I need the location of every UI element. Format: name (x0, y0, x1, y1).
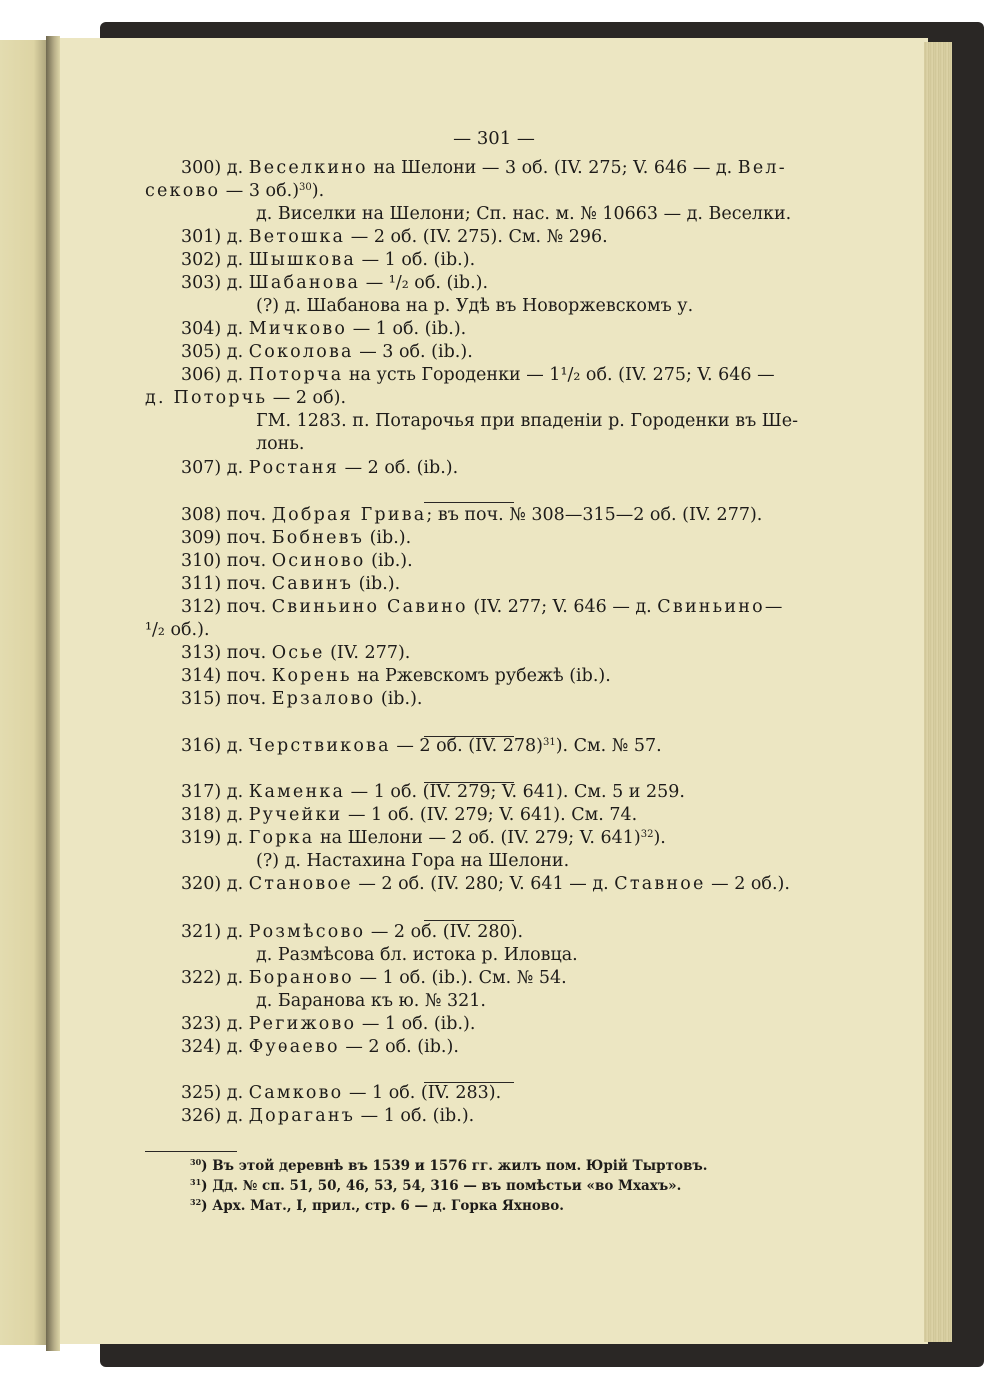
footnote-mark: 30 (190, 1157, 202, 1167)
text-line (181, 780, 685, 804)
footnote-ref[interactable]: 30 (299, 182, 312, 193)
text-line (181, 920, 523, 944)
entry-number: 304) (181, 319, 227, 339)
footnote (190, 1156, 707, 1176)
entry-number: 323) (181, 1014, 227, 1034)
text-line (181, 526, 411, 550)
text-line (181, 826, 666, 850)
entry-type: д. (226, 782, 249, 802)
entry-number: 306) (181, 365, 227, 385)
footnote-ref[interactable]: 31 (542, 737, 556, 748)
entry-name: Шабанова (248, 273, 361, 293)
entry-detail: — ¹/₂ об. (ib.). (360, 273, 489, 293)
entry-name: Розмѣсово (248, 922, 366, 942)
entry-note: (?) д. Настахина Гора на Шелони. (256, 851, 570, 871)
page-stack-edge (924, 42, 952, 1342)
entry-detail: — 1 об. (ib.). (347, 319, 467, 339)
entry-detail: на Ржевскомъ рубежѣ (ib.). (351, 666, 611, 686)
entry-type: поч. (226, 574, 272, 594)
entry-detail: — 2 об. (ib.). (339, 458, 459, 478)
entry-type: д. (226, 968, 249, 988)
entry-detail: — 1 об. (ib.). (356, 1014, 476, 1034)
entry-name: Бораново (248, 968, 354, 988)
entry-number: 315) (181, 689, 227, 709)
entry-type: поч. (226, 505, 272, 525)
entry-name: Мичково (248, 319, 348, 339)
entry-name-alt: Вел- (737, 158, 787, 178)
footnote-mark: 31 (190, 1177, 202, 1187)
text-line (181, 734, 662, 758)
entry-number: 325) (181, 1083, 227, 1103)
entry-name: Становое (248, 874, 353, 894)
entry-name: секово (145, 181, 221, 201)
entry-type: д. (226, 250, 249, 270)
text-line (256, 432, 304, 456)
entry-number: 300) (181, 158, 227, 178)
entry-detail: ). См. № 57. (555, 736, 662, 756)
entry-name: Регижово (248, 1014, 357, 1034)
entry-name: Соколова (248, 342, 354, 362)
entry-detail: на Шелони — 3 об. (IV. 275; V. 646 — д. (367, 158, 738, 178)
entry-number: 302) (181, 250, 227, 270)
entry-note: (?) д. Шабанова на р. Удѣ въ Новоржевскомъ у. (256, 296, 694, 316)
entry-detail: — 1 об. (ib.). (356, 250, 476, 270)
entry-name: Осиново (271, 551, 366, 571)
entry-type: д. (226, 1014, 249, 1034)
entry-name: Свиньино Савино (271, 597, 468, 617)
book-gutter (46, 36, 60, 1351)
entry-type: д. (226, 828, 249, 848)
entry-note: лонь. (256, 434, 305, 454)
text-line (181, 664, 611, 688)
entry-number: 308) (181, 505, 227, 525)
entry-detail: (ib.). (365, 551, 413, 571)
entry-type: д. (226, 458, 249, 478)
footnote-ref[interactable]: 32 (640, 829, 654, 840)
text-line (181, 549, 413, 573)
entry-number: 307) (181, 458, 227, 478)
entry-detail: — 1 об. (IV. 279; V. 641). См. 5 и 259. (345, 782, 685, 802)
entry-detail: (IV. 277). (324, 643, 411, 663)
footnote-text: ) Въ этой деревнѣ въ 1539 и 1576 гг. жилъ пом. Юрій Тыртовъ. (201, 1158, 708, 1174)
footnote-text: ) Арх. Мат., I, прил., стр. 6 — д. Горка Яхново. (201, 1198, 564, 1214)
entry-number: 319) (181, 828, 227, 848)
entry-type: д. (226, 273, 249, 293)
text-line (145, 386, 346, 410)
entry-name: Самково (248, 1083, 344, 1103)
text-line (181, 966, 567, 990)
footnote (190, 1176, 681, 1196)
entry-number: 310) (181, 551, 227, 571)
entry-type: поч. (226, 689, 272, 709)
entry-type: д. (226, 1037, 249, 1057)
entry-name: Ручейки (248, 805, 343, 825)
section-divider (424, 1082, 514, 1083)
text-line (181, 1081, 501, 1105)
entry-name: Горка (248, 828, 315, 848)
section-divider (424, 736, 514, 737)
entry-name: Шышкова (248, 250, 357, 270)
entry-number: 321) (181, 922, 227, 942)
text-line (181, 363, 775, 387)
entry-name: Ростаня (248, 458, 340, 478)
entry-number: 317) (181, 782, 227, 802)
text-line (256, 409, 798, 433)
text-line (256, 202, 791, 226)
text-line (181, 572, 400, 596)
entry-name: Корень (271, 666, 352, 686)
text-line (181, 225, 608, 249)
entry-name: Веселкино (248, 158, 368, 178)
entry-type: д. (226, 365, 249, 385)
text-line (181, 503, 762, 527)
entry-type: д. (226, 874, 249, 894)
text-line (181, 248, 475, 272)
entry-detail: — 2 об. (IV. 280). (365, 922, 524, 942)
entry-type: поч. (226, 666, 272, 686)
entry-name: Ерзалово (271, 689, 376, 709)
entry-number: 311) (181, 574, 227, 594)
entry-name: Каменка (248, 782, 346, 802)
section-divider (424, 920, 514, 921)
text-line (181, 156, 787, 180)
entry-detail: ; въ поч. № 308—315—2 об. (IV. 277). (426, 505, 763, 525)
text-line (181, 271, 488, 295)
text-line (181, 1012, 475, 1036)
entry-detail: ). (653, 828, 666, 848)
entry-name: Савинъ (271, 574, 354, 594)
entry-type: д. (226, 736, 249, 756)
text-line (181, 803, 637, 827)
entry-number: 316) (181, 736, 227, 756)
text-line (181, 641, 410, 665)
entry-detail: (IV. 277; V. 646 — д. (467, 597, 658, 617)
entry-detail: — 1 об. (ib.). См. № 54. (353, 968, 567, 988)
text-line (181, 456, 458, 480)
entry-detail: — 2 об). (267, 388, 347, 408)
entry-type: д. (226, 342, 249, 362)
page-number: — 301 — (453, 128, 535, 149)
entry-name: Черствикова (248, 736, 391, 756)
entry-name: Добрая Грива (271, 505, 427, 525)
text-line (181, 1035, 459, 1059)
entry-detail: — 2 об.). (705, 874, 790, 894)
entry-type: д. (226, 922, 249, 942)
text-line (256, 943, 578, 967)
text-line (145, 179, 324, 203)
entry-detail: на Шелони — 2 об. (IV. 279; V. 641) (314, 828, 641, 848)
entry-detail: на усть Городенки — 1¹/₂ об. (IV. 275; V. 646 — (343, 365, 775, 385)
entry-note: ГМ. 1283. п. Потарочья при впаденіи р. Городенки въ Ше- (256, 411, 799, 431)
entry-note: д. Баранова къ ю. № 321. (256, 991, 486, 1011)
text-line (181, 1104, 474, 1128)
footnote-text: ) Дд. № сп. 51, 50, 46, 53, 54, 316 — въ помѣстьи «во Мхахъ». (201, 1178, 682, 1194)
text-line (256, 989, 486, 1013)
entry-detail: — 1 об. (IV. 279; V. 641). См. 74. (342, 805, 638, 825)
entry-detail: (ib.). (364, 528, 412, 548)
entry-detail: — 3 об. (ib.). (353, 342, 473, 362)
entry-type: поч. (226, 528, 272, 548)
text-line (181, 595, 785, 619)
entry-note: д. Размѣсова бл. истока р. Иловца. (256, 945, 578, 965)
entry-type: поч. (226, 551, 272, 571)
entry-name: Бобневъ (271, 528, 365, 548)
left-page-edge (0, 40, 48, 1345)
entry-detail: — 2 об. (IV. 278) (390, 736, 543, 756)
entry-number: 320) (181, 874, 227, 894)
entry-detail: — 1 об. (ib.). (355, 1106, 475, 1126)
entry-name: Поторча (248, 365, 344, 385)
entry-detail: — 2 об. (ib.). (339, 1037, 459, 1057)
text-line (145, 618, 210, 642)
entry-type: д. (226, 1106, 249, 1126)
text-line (256, 294, 693, 318)
footnote (190, 1196, 564, 1216)
entry-number: 314) (181, 666, 227, 686)
entry-type: д. (226, 227, 249, 247)
text-line (256, 849, 569, 873)
entry-number: 326) (181, 1106, 227, 1126)
section-divider (424, 782, 514, 783)
text-line (181, 317, 466, 341)
entry-name: Осье (271, 643, 325, 663)
footnote-rule (145, 1151, 237, 1152)
entry-name-alt: Свиньино— (657, 597, 785, 617)
entry-detail: (ib.). (375, 689, 423, 709)
entry-type: поч. (226, 643, 272, 663)
entry-number: 324) (181, 1037, 227, 1057)
section-divider (424, 502, 514, 503)
entry-detail: — 1 об. (IV. 283). (343, 1083, 502, 1103)
entry-detail: ¹/₂ об.). (145, 620, 210, 640)
entry-name: Ветошка (248, 227, 346, 247)
entry-detail: (ib.). (353, 574, 401, 594)
entry-number: 318) (181, 805, 227, 825)
entry-number: 322) (181, 968, 227, 988)
entry-number: 309) (181, 528, 227, 548)
footnote-mark: 32 (190, 1197, 202, 1207)
entry-number: 303) (181, 273, 227, 293)
entry-type: д. (226, 158, 249, 178)
entry-number: 312) (181, 597, 227, 617)
entry-name: Дораганъ (248, 1106, 356, 1126)
entry-note: д. Виселки на Шелони; Сп. нас. м. № 10663 — д. Веселки. (256, 204, 792, 224)
text-line (181, 687, 422, 711)
entry-name: Фуѳаево (248, 1037, 340, 1057)
entry-detail: — 2 об. (IV. 280; V. 641 — д. (352, 874, 615, 894)
entry-type: д. (226, 1083, 249, 1103)
entry-name: д. Поторчь (145, 388, 268, 408)
entry-number: 301) (181, 227, 227, 247)
text-line (181, 872, 790, 896)
entry-detail: — 3 об.) (220, 181, 300, 201)
entry-type: д. (226, 805, 249, 825)
text-line (181, 340, 473, 364)
entry-number: 313) (181, 643, 227, 663)
entry-detail: — 2 об. (IV. 275). См. № 296. (345, 227, 608, 247)
entry-number: 305) (181, 342, 227, 362)
entry-type: поч. (226, 597, 272, 617)
entry-type: д. (226, 319, 249, 339)
entry-name-alt: Ставное (614, 874, 706, 894)
entry-detail: ). (311, 181, 325, 201)
